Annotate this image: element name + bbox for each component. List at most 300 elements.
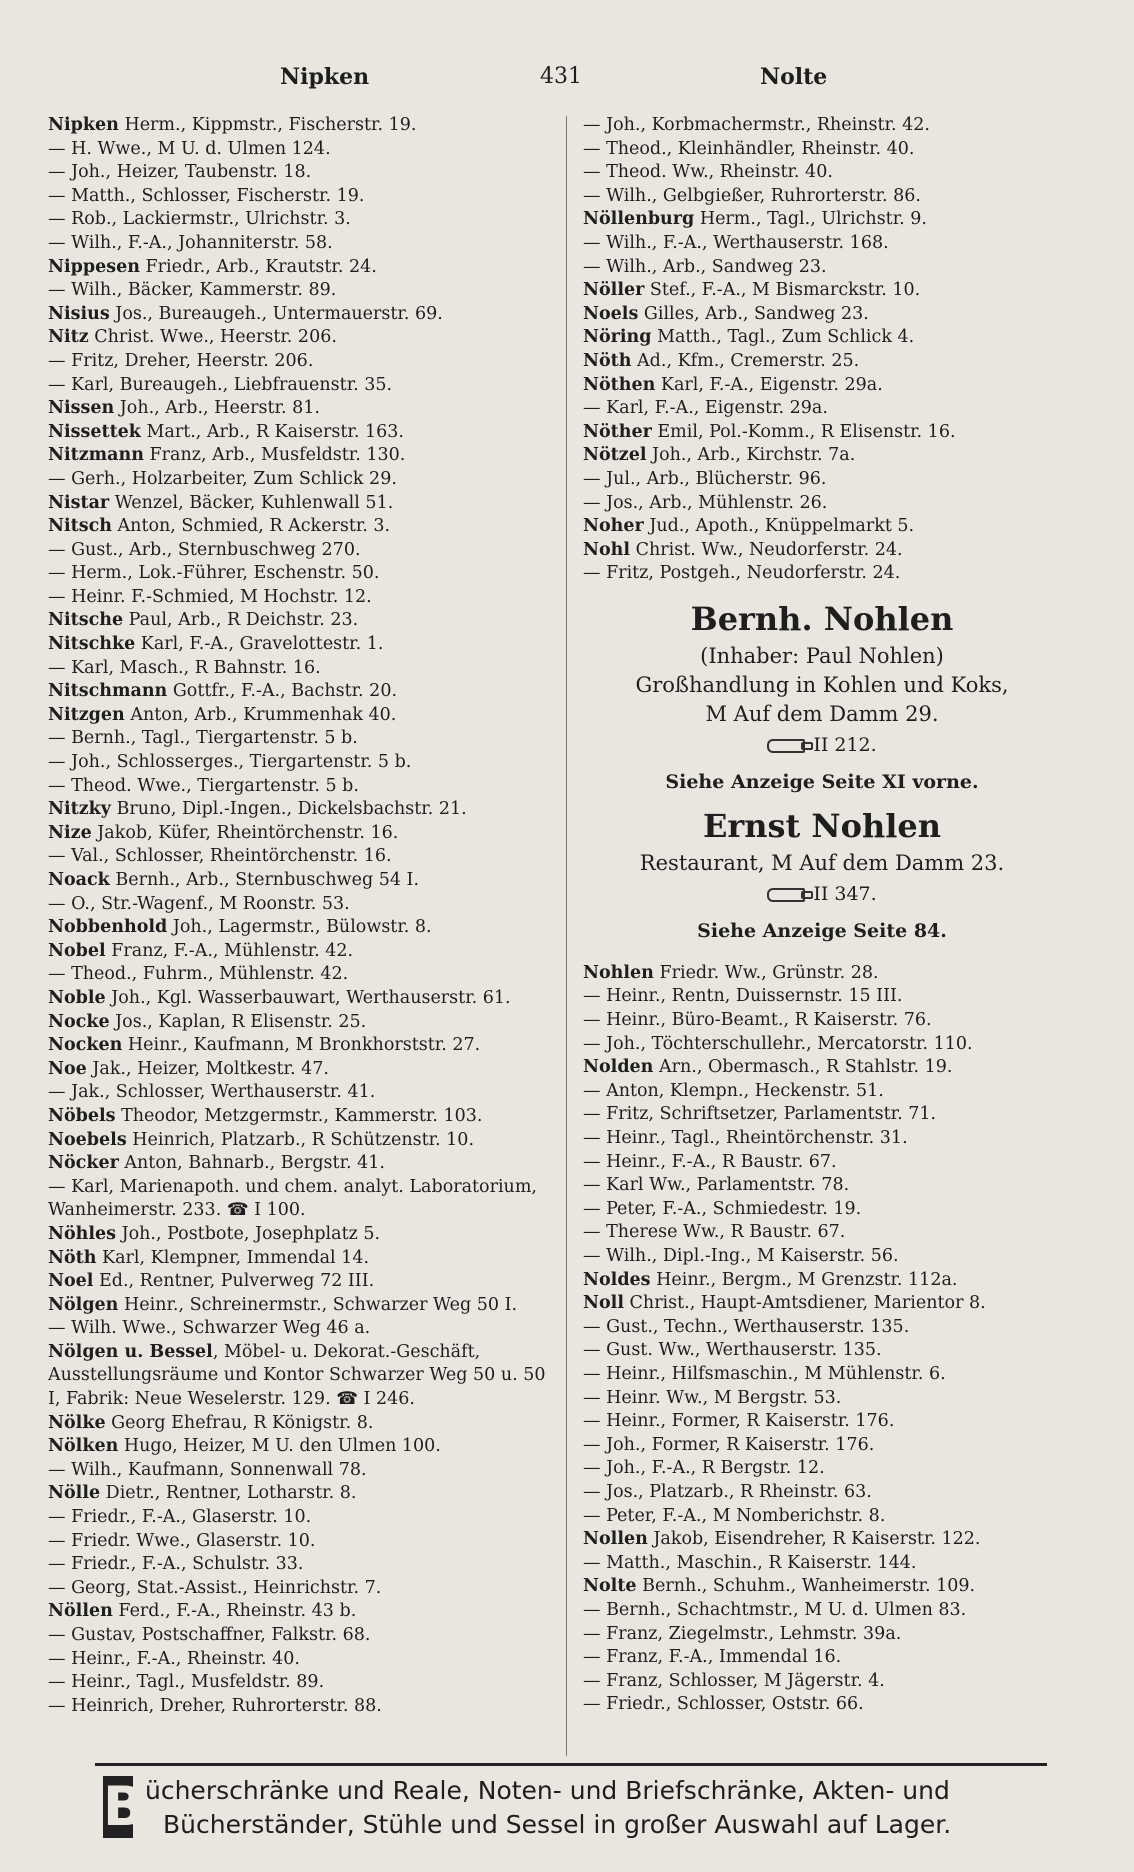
footer-rule bbox=[95, 1763, 1047, 1766]
entry-surname: Nocken bbox=[48, 1035, 123, 1056]
directory-entry bbox=[48, 492, 553, 516]
entry-surname: Nitzgen bbox=[48, 704, 125, 725]
entry-surname: Nobel bbox=[48, 940, 106, 961]
directory-entry bbox=[48, 1695, 553, 1719]
directory-entry bbox=[583, 539, 1061, 563]
entry-details: — Peter, F.-A., M Nomberichstr. 8. bbox=[583, 1505, 886, 1526]
directory-entry bbox=[583, 1316, 1061, 1340]
entry-details: Bernh., Schuhm., Wanheimerstr. 109. bbox=[636, 1576, 976, 1597]
entry-surname: Noe bbox=[48, 1058, 87, 1079]
entry-surname: Nitsche bbox=[48, 610, 124, 631]
directory-entry bbox=[583, 985, 1061, 1009]
entry-details: — Franz, F.-A., Immendal 16. bbox=[583, 1647, 842, 1668]
entry-surname: Nöther bbox=[583, 421, 652, 442]
advert-phone bbox=[583, 878, 1061, 910]
entry-details: Franz, Arb., Musfeldstr. 130. bbox=[143, 445, 406, 466]
entry-details: — Theod., Fuhrm., Mühlenstr. 42. bbox=[48, 964, 349, 985]
entry-surname: Noll bbox=[583, 1293, 624, 1314]
directory-entry bbox=[583, 1552, 1061, 1576]
phone-number: II 347. bbox=[813, 882, 877, 905]
entry-details: — Therese Ww., R Baustr. 67. bbox=[583, 1222, 846, 1243]
entry-details: — Karl Ww., Parlamentstr. 78. bbox=[583, 1175, 850, 1196]
entry-details: — Wilh., Bäcker, Kammerstr. 89. bbox=[48, 280, 337, 301]
entry-surname: Nitschke bbox=[48, 634, 136, 655]
entry-details: — Heinr., Büro-Beamt., R Kaiserstr. 76. bbox=[583, 1010, 932, 1031]
directory-entry bbox=[48, 1247, 553, 1271]
entry-details: — Joh., Heizer, Taubenstr. 18. bbox=[48, 162, 312, 183]
entry-details: — Franz, Schlosser, M Jägerstr. 4. bbox=[583, 1670, 885, 1691]
page-header bbox=[0, 64, 1134, 96]
directory-entry bbox=[48, 963, 553, 987]
directory-entry bbox=[48, 1648, 553, 1672]
directory-entry bbox=[583, 1080, 1061, 1104]
directory-entry bbox=[48, 1058, 553, 1082]
directory-entry bbox=[48, 798, 553, 822]
entry-details: Arn., Obermasch., R Stahlstr. 19. bbox=[653, 1057, 953, 1078]
directory-entry bbox=[48, 1412, 553, 1436]
advert-reference: Siehe Anzeige Seite 84. bbox=[697, 919, 947, 942]
entry-details: Bernh., Arb., Sternbuschweg 54 I. bbox=[109, 870, 420, 890]
entry-details: Joh., Kgl. Wasserbauwart, Werthauserstr. 61. bbox=[105, 987, 511, 1008]
entry-surname: Nolte bbox=[583, 1576, 637, 1597]
directory-entry bbox=[48, 1270, 553, 1294]
directory-entry bbox=[583, 1198, 1061, 1222]
entry-details: Herm., Kippmstr., Fischerstr. 19. bbox=[118, 115, 417, 135]
directory-entry bbox=[48, 1294, 553, 1318]
entry-surname: Nohl bbox=[583, 539, 631, 560]
directory-entry bbox=[583, 1127, 1061, 1151]
entry-surname: Noble bbox=[48, 987, 106, 1008]
entry-details: — Heinr., Tagl., Rheintörchenstr. 31. bbox=[583, 1128, 908, 1149]
entry-details: Karl, Klempner, Immendal 14. bbox=[96, 1247, 370, 1268]
entry-details: — Friedr., F.-A., Glaserstr. 10. bbox=[48, 1507, 312, 1528]
directory-entry bbox=[48, 303, 553, 327]
directory-entry bbox=[583, 1292, 1061, 1316]
directory-entry bbox=[48, 704, 553, 728]
directory-entry bbox=[583, 1056, 1061, 1080]
entry-surname: Nölle bbox=[48, 1483, 101, 1504]
directory-entry bbox=[583, 444, 1061, 468]
entry-details: — Friedr., Schlosser, Oststr. 66. bbox=[583, 1694, 864, 1715]
entry-details: — Jul., Arb., Blücherstr. 96. bbox=[583, 468, 827, 489]
entry-surname: Noel bbox=[48, 1271, 94, 1292]
directory-entry bbox=[48, 1577, 553, 1601]
directory-entry bbox=[48, 562, 553, 586]
advert-title: Ernst Nohlen bbox=[702, 806, 942, 845]
directory-entry bbox=[48, 609, 553, 633]
entry-details: — Gerh., Holzarbeiter, Zum Schlick 29. bbox=[48, 468, 397, 489]
entry-details: — Theod. Ww., Rheinstr. 40. bbox=[583, 162, 833, 183]
advert-ernst-nohlen bbox=[583, 803, 1061, 962]
directory-entry bbox=[583, 350, 1061, 374]
advert-business: Restaurant, M Auf dem Damm 23. bbox=[639, 850, 1005, 875]
directory-entry bbox=[583, 161, 1061, 185]
entry-surname: Nippesen bbox=[48, 256, 140, 277]
entry-details: Hugo, Heizer, M U. den Ulmen 100. bbox=[118, 1436, 441, 1457]
entry-details: — Rob., Lackiermstr., Ulrichstr. 3. bbox=[48, 209, 351, 230]
entry-surname: Nissen bbox=[48, 398, 115, 419]
directory-entry bbox=[583, 1174, 1061, 1198]
entry-details: — Heinrich, Dreher, Ruhrorterstr. 88. bbox=[48, 1695, 382, 1716]
entry-details: Joh., Lagermstr., Bülowstr. 8. bbox=[167, 917, 432, 938]
directory-entry bbox=[583, 1505, 1061, 1529]
advert-owner: (Inhaber: Paul Nohlen) bbox=[700, 643, 944, 668]
directory-entry bbox=[583, 208, 1061, 232]
entry-details: — Jos., Arb., Mühlenstr. 26. bbox=[583, 492, 828, 513]
entry-details: — Anton, Klempn., Heckenstr. 51. bbox=[583, 1080, 884, 1101]
entry-details: — Wilh. Wwe., Schwarzer Weg 46 a. bbox=[48, 1318, 371, 1339]
directory-entry bbox=[48, 374, 553, 398]
telephone-icon bbox=[767, 888, 805, 902]
footer-advert bbox=[95, 1770, 1055, 1850]
directory-entry bbox=[48, 1530, 553, 1554]
entry-details: Heinr., Kaufmann, M Bronkhorststr. 27. bbox=[122, 1035, 481, 1056]
entry-surname: Nolden bbox=[583, 1057, 654, 1078]
advert-phone bbox=[583, 729, 1061, 761]
entry-surname: Noack bbox=[48, 870, 110, 890]
directory-entry bbox=[48, 515, 553, 539]
entry-surname: Nöthen bbox=[583, 374, 656, 395]
entry-details: — O., Str.-Wagenf., M Roonstr. 53. bbox=[48, 893, 350, 914]
entry-surname: Nölgen bbox=[48, 1294, 119, 1315]
entry-details: — Karl, Masch., R Bahnstr. 16. bbox=[48, 657, 321, 678]
entry-details: — Bernh., Tagl., Tiergartenstr. 5 b. bbox=[48, 728, 358, 749]
entry-details: Wenzel, Bäcker, Kuhlenwall 51. bbox=[109, 492, 394, 513]
entry-details: Georg Ehefrau, R Königstr. 8. bbox=[105, 1412, 374, 1433]
entry-details: Joh., Postbote, Josephplatz 5. bbox=[116, 1223, 381, 1244]
entry-details: Karl, F.-A., Eigenstr. 29a. bbox=[655, 374, 883, 395]
directory-entry bbox=[48, 468, 553, 492]
entry-details: Dietr., Rentner, Lotharstr. 8. bbox=[100, 1483, 357, 1504]
entry-details: — Heinr., F.-A., Rheinstr. 40. bbox=[48, 1648, 300, 1669]
directory-entry bbox=[583, 114, 1061, 138]
right-bottom-entries bbox=[583, 962, 1061, 1717]
header-right-keyword: Nolte bbox=[760, 64, 828, 90]
entry-details: — Friedr. Wwe., Glaserstr. 10. bbox=[48, 1530, 316, 1551]
entry-surname: Nöllenburg bbox=[583, 209, 695, 230]
entry-surname: Noldes bbox=[583, 1269, 651, 1290]
directory-entry bbox=[583, 1339, 1061, 1363]
entry-surname: Nöring bbox=[583, 327, 652, 348]
entry-details: Christ. Ww., Neudorferstr. 24. bbox=[630, 539, 903, 560]
entry-surname: Noebels bbox=[48, 1129, 127, 1150]
entry-details: — Fritz, Dreher, Heerstr. 206. bbox=[48, 350, 314, 371]
entry-details: — Gustav, Postschaffner, Falkstr. 68. bbox=[48, 1625, 371, 1646]
directory-entry bbox=[48, 727, 553, 751]
entry-details: — Joh., Korbmachermstr., Rheinstr. 42. bbox=[583, 115, 930, 135]
entry-surname: Nohlen bbox=[583, 962, 654, 983]
entry-details: Christ., Haupt-Amtsdiener, Marientor 8. bbox=[623, 1293, 986, 1314]
directory-entry bbox=[583, 1103, 1061, 1127]
entry-details: Gottfr., F.-A., Bachstr. 20. bbox=[167, 681, 398, 702]
entry-details: — Heinr. Ww., M Bergstr. 53. bbox=[583, 1387, 842, 1408]
page-number: 431 bbox=[540, 64, 582, 89]
directory-entry bbox=[583, 1009, 1061, 1033]
entry-details: Anton, Schmied, R Ackerstr. 3. bbox=[111, 516, 391, 537]
entry-details: — Herm., Lok.-Führer, Eschenstr. 50. bbox=[48, 563, 380, 584]
entry-details: — Wilh., Arb., Sandweg 23. bbox=[583, 256, 827, 277]
entry-surname: Nisius bbox=[48, 303, 110, 324]
entry-details: — Heinr., F.-A., R Baustr. 67. bbox=[583, 1151, 837, 1172]
directory-entry bbox=[48, 916, 553, 940]
entry-surname: Nöller bbox=[583, 280, 645, 301]
directory-entry bbox=[48, 586, 553, 610]
directory-entry bbox=[48, 444, 553, 468]
entry-details: — Fritz, Postgeh., Neudorferstr. 24. bbox=[583, 563, 901, 584]
directory-entry bbox=[583, 515, 1061, 539]
entry-details: Paul, Arb., R Deichstr. 23. bbox=[123, 610, 359, 631]
entry-details: Ad., Kfm., Cremerstr. 25. bbox=[631, 350, 860, 371]
entry-details: — Wilh., Dipl.-Ing., M Kaiserstr. 56. bbox=[583, 1246, 899, 1266]
directory-entry bbox=[48, 893, 553, 917]
directory-entry bbox=[583, 279, 1061, 303]
directory-entry bbox=[48, 1553, 553, 1577]
entry-details: — Karl, Bureaugeh., Liebfrauenstr. 35. bbox=[48, 374, 393, 395]
left-column bbox=[48, 114, 553, 1718]
entry-details: Friedr. Ww., Grünstr. 28. bbox=[653, 962, 879, 983]
entry-surname: Nölgen u. Bessel bbox=[48, 1341, 213, 1362]
directory-entry bbox=[48, 1482, 553, 1506]
entry-details: — Jos., Platzarb., R Rheinstr. 63. bbox=[583, 1481, 872, 1502]
advert-address: M Auf dem Damm 29. bbox=[705, 701, 939, 726]
entry-details: Heinr., Schreinermstr., Schwarzer Weg 50 I. bbox=[118, 1294, 518, 1315]
entry-details: Jud., Apoth., Knüppelmarkt 5. bbox=[643, 516, 915, 537]
directory-entry bbox=[48, 350, 553, 374]
directory-entry bbox=[583, 1434, 1061, 1458]
entry-surname: Nistar bbox=[48, 492, 110, 513]
directory-entry bbox=[583, 468, 1061, 492]
directory-entry bbox=[583, 962, 1061, 986]
entry-surname: Nötzel bbox=[583, 445, 647, 466]
entry-details: — Georg, Stat.-Assist., Heinrichstr. 7. bbox=[48, 1577, 382, 1598]
entry-details: — Heinr. F.-Schmied, M Hochstr. 12. bbox=[48, 586, 372, 607]
entry-details: — Friedr., F.-A., Schulstr. 33. bbox=[48, 1554, 304, 1575]
entry-surname: Nöllen bbox=[48, 1601, 113, 1622]
directory-entry bbox=[48, 751, 553, 775]
entry-surname: Nitsch bbox=[48, 516, 112, 537]
directory-entry bbox=[583, 1245, 1061, 1269]
entry-surname: Noels bbox=[583, 303, 639, 324]
entry-details: — Joh., Schlosserges., Tiergartenstr. 5 b. bbox=[48, 752, 412, 773]
entry-surname: Nöhles bbox=[48, 1223, 117, 1244]
entry-details: — Karl, Marienapoth. und chem. analyt. Laboratorium, Wanheimerstr. 233. ☎ I 100. bbox=[48, 1176, 537, 1221]
directory-entry bbox=[48, 1011, 553, 1035]
directory-entry bbox=[583, 1481, 1061, 1505]
directory-entry bbox=[583, 1363, 1061, 1387]
entry-details: — Gust. Ww., Werthauserstr. 135. bbox=[583, 1340, 882, 1361]
entry-details: Franz, F.-A., Mühlenstr. 42. bbox=[105, 940, 354, 961]
directory-entry bbox=[48, 1624, 553, 1648]
directory-entry bbox=[48, 1341, 553, 1412]
entry-details: — Heinr., Rentn, Duissernstr. 15 III. bbox=[583, 986, 903, 1007]
directory-entry bbox=[48, 633, 553, 657]
directory-entry bbox=[583, 1410, 1061, 1434]
directory-entry bbox=[48, 421, 553, 445]
advert-reference: Siehe Anzeige Seite XI vorne. bbox=[665, 770, 979, 793]
entry-details: Karl, F.-A., Gravelottestr. 1. bbox=[135, 634, 384, 655]
directory-entry bbox=[583, 1670, 1061, 1694]
entry-details: — Wilh., F.-A., Johanniterstr. 58. bbox=[48, 232, 333, 253]
entry-details: — Jak., Schlosser, Werthauserstr. 41. bbox=[48, 1082, 376, 1103]
directory-entry bbox=[583, 1387, 1061, 1411]
entry-surname: Nitzky bbox=[48, 799, 111, 820]
directory-entry bbox=[583, 1528, 1061, 1552]
directory-entry bbox=[48, 657, 553, 681]
directory-entry bbox=[583, 256, 1061, 280]
directory-entry bbox=[48, 138, 553, 162]
entry-details: Gilles, Arb., Sandweg 23. bbox=[638, 303, 869, 324]
entry-details: Emil, Pol.-Komm., R Elisenstr. 16. bbox=[651, 421, 956, 442]
entry-details: Joh., Arb., Heerstr. 81. bbox=[114, 398, 320, 419]
footer-initial: B bbox=[103, 1775, 145, 1838]
entry-details: Friedr., Arb., Krautstr. 24. bbox=[139, 256, 377, 277]
entry-details: Theodor, Metzgermstr., Kammerstr. 103. bbox=[115, 1105, 483, 1126]
directory-entry bbox=[48, 680, 553, 704]
entry-surname: Nipken bbox=[48, 115, 119, 135]
phone-number: II 212. bbox=[813, 733, 877, 756]
directory-entry bbox=[48, 940, 553, 964]
directory-entry bbox=[583, 1457, 1061, 1481]
entry-surname: Nitz bbox=[48, 327, 89, 348]
directory-entry bbox=[583, 1646, 1061, 1670]
directory-entry bbox=[48, 1152, 553, 1176]
entry-surname: Nöbels bbox=[48, 1105, 116, 1126]
directory-entry bbox=[583, 421, 1061, 445]
entry-details: , Möbel- u. Dekorat.-Geschäft, Ausstellungsräume und Kontor Schwarzer Weg 50 u. 50 I, Fabrik: Neue Weselerstr. 129. ☎ I 246. bbox=[48, 1341, 546, 1410]
directory-entry bbox=[583, 185, 1061, 209]
directory-entry bbox=[583, 492, 1061, 516]
directory-entry bbox=[48, 1176, 553, 1223]
entry-details: — Joh., Former, R Kaiserstr. 176. bbox=[583, 1434, 875, 1455]
entry-surname: Nitschmann bbox=[48, 681, 168, 702]
entry-details: Ed., Rentner, Pulverweg 72 III. bbox=[93, 1271, 375, 1292]
directory-entry bbox=[583, 303, 1061, 327]
footer-line-1: ücherschränke und Reale, Noten- und Briefschränke, Akten- und bbox=[145, 1776, 950, 1805]
directory-entry bbox=[48, 1459, 553, 1483]
directory-entry bbox=[583, 1269, 1061, 1293]
entry-details: Heinrich, Platzarb., R Schützenstr. 10. bbox=[126, 1129, 475, 1150]
directory-entry bbox=[48, 775, 553, 799]
entry-details: — Heinr., Former, R Kaiserstr. 176. bbox=[583, 1411, 895, 1432]
entry-surname: Nocke bbox=[48, 1011, 110, 1032]
entry-details: — Karl, F.-A., Eigenstr. 29a. bbox=[583, 398, 828, 419]
entry-details: — Joh., F.-A., R Bergstr. 12. bbox=[583, 1458, 825, 1479]
directory-entry bbox=[48, 1317, 553, 1341]
right-top-entries bbox=[583, 114, 1061, 586]
directory-entry bbox=[48, 1223, 553, 1247]
entry-details: Jos., Kaplan, R Elisenstr. 25. bbox=[109, 1011, 367, 1032]
advert-business: Großhandlung in Kohlen und Koks, bbox=[635, 672, 1009, 697]
entry-details: Jakob, Küfer, Rheintörchenstr. 16. bbox=[91, 822, 399, 843]
directory-entry bbox=[583, 1221, 1061, 1245]
directory-entry bbox=[48, 1435, 553, 1459]
directory-entry bbox=[48, 114, 553, 138]
entry-details: Anton, Bahnarb., Bergstr. 41. bbox=[118, 1153, 385, 1174]
directory-entry bbox=[583, 562, 1061, 586]
entry-details: Bruno, Dipl.-Ingen., Dickelsbachstr. 21. bbox=[110, 799, 467, 820]
entry-details: — Heinr., Tagl., Musfeldstr. 89. bbox=[48, 1672, 325, 1693]
entry-surname: Nitzmann bbox=[48, 445, 144, 466]
directory-entry bbox=[48, 208, 553, 232]
directory-entry bbox=[583, 1599, 1061, 1623]
directory-entry bbox=[48, 1129, 553, 1153]
directory-entry bbox=[48, 256, 553, 280]
entry-surname: Nize bbox=[48, 822, 92, 843]
entry-surname: Nöth bbox=[48, 1247, 97, 1268]
directory-entry bbox=[48, 1506, 553, 1530]
directory-entry bbox=[48, 326, 553, 350]
entry-details: — Matth., Schlosser, Fischerstr. 19. bbox=[48, 185, 365, 206]
entry-details: — Theod. Wwe., Tiergartenstr. 5 b. bbox=[48, 775, 359, 796]
directory-entry bbox=[48, 822, 553, 846]
directory-entry bbox=[583, 232, 1061, 256]
directory-entry bbox=[583, 1033, 1061, 1057]
header-left-keyword: Nipken bbox=[280, 64, 370, 90]
entry-details: — Wilh., Kaufmann, Sonnenwall 78. bbox=[48, 1459, 367, 1480]
entry-details: — Heinr., Hilfsmaschin., M Mühlenstr. 6. bbox=[583, 1363, 946, 1384]
entry-details: Herm., Tagl., Ulrichstr. 9. bbox=[694, 209, 927, 230]
entry-details: Ferd., F.-A., Rheinstr. 43 b. bbox=[112, 1601, 357, 1622]
entry-details: — Peter, F.-A., Schmiedestr. 19. bbox=[583, 1198, 862, 1219]
entry-details: — H. Wwe., M U. d. Ulmen 124. bbox=[48, 138, 331, 159]
directory-entry bbox=[583, 326, 1061, 350]
entry-surname: Nissettek bbox=[48, 421, 141, 442]
entry-surname: Nollen bbox=[583, 1529, 648, 1550]
directory-entry bbox=[583, 1575, 1061, 1599]
telephone-icon bbox=[767, 739, 805, 753]
directory-entry bbox=[48, 185, 553, 209]
directory-entry bbox=[48, 1600, 553, 1624]
directory-entry bbox=[48, 397, 553, 421]
entry-details: Jak., Heizer, Moltkestr. 47. bbox=[86, 1058, 329, 1079]
entry-details: — Wilh., Gelbgießer, Ruhrorterstr. 86. bbox=[583, 185, 921, 206]
directory-entry bbox=[583, 1151, 1061, 1175]
directory-entry bbox=[48, 869, 553, 893]
entry-surname: Nöcker bbox=[48, 1153, 119, 1174]
entry-details: Jakob, Eisendreher, R Kaiserstr. 122. bbox=[647, 1529, 981, 1550]
entry-details: — Val., Schlosser, Rheintörchenstr. 16. bbox=[48, 846, 392, 867]
entry-details: Jos., Bureaugeh., Untermauerstr. 69. bbox=[109, 303, 443, 324]
entry-surname: Nobbenhold bbox=[48, 917, 168, 938]
entry-details: — Wilh., F.-A., Werthauserstr. 168. bbox=[583, 232, 889, 253]
entry-details: Christ. Wwe., Heerstr. 206. bbox=[88, 327, 337, 348]
footer-line-2: Bücherständer, Stühle und Sessel in großer Auswahl auf Lager. bbox=[163, 1810, 952, 1839]
entry-details: Matth., Tagl., Zum Schlick 4. bbox=[651, 327, 915, 348]
directory-entry bbox=[48, 845, 553, 869]
directory-entry bbox=[48, 1034, 553, 1058]
entry-surname: Nölken bbox=[48, 1436, 119, 1457]
entry-details: Mart., Arb., R Kaiserstr. 163. bbox=[140, 421, 404, 442]
entry-details: — Fritz, Schriftsetzer, Parlamentstr. 71. bbox=[583, 1104, 937, 1125]
column-divider bbox=[566, 116, 567, 1756]
entry-details: — Franz, Ziegelmstr., Lehmstr. 39a. bbox=[583, 1623, 902, 1644]
directory-entry bbox=[583, 1623, 1061, 1647]
directory-entry bbox=[48, 161, 553, 185]
directory-entry bbox=[583, 138, 1061, 162]
entry-details: — Gust., Arb., Sternbuschweg 270. bbox=[48, 539, 361, 560]
directory-entry bbox=[48, 987, 553, 1011]
directory-entry bbox=[48, 539, 553, 563]
directory-entry bbox=[48, 1671, 553, 1695]
directory-entry bbox=[583, 397, 1061, 421]
right-column bbox=[583, 114, 1061, 1717]
advert-bernh-nohlen bbox=[583, 586, 1061, 803]
entry-surname: Noher bbox=[583, 516, 644, 537]
entry-details: Stef., F.-A., M Bismarckstr. 10. bbox=[644, 280, 921, 301]
entry-details: Heinr., Bergm., M Grenzstr. 112a. bbox=[650, 1269, 958, 1290]
entry-details: — Gust., Techn., Werthauserstr. 135. bbox=[583, 1316, 910, 1337]
entry-details: — Theod., Kleinhändler, Rheinstr. 40. bbox=[583, 138, 915, 159]
